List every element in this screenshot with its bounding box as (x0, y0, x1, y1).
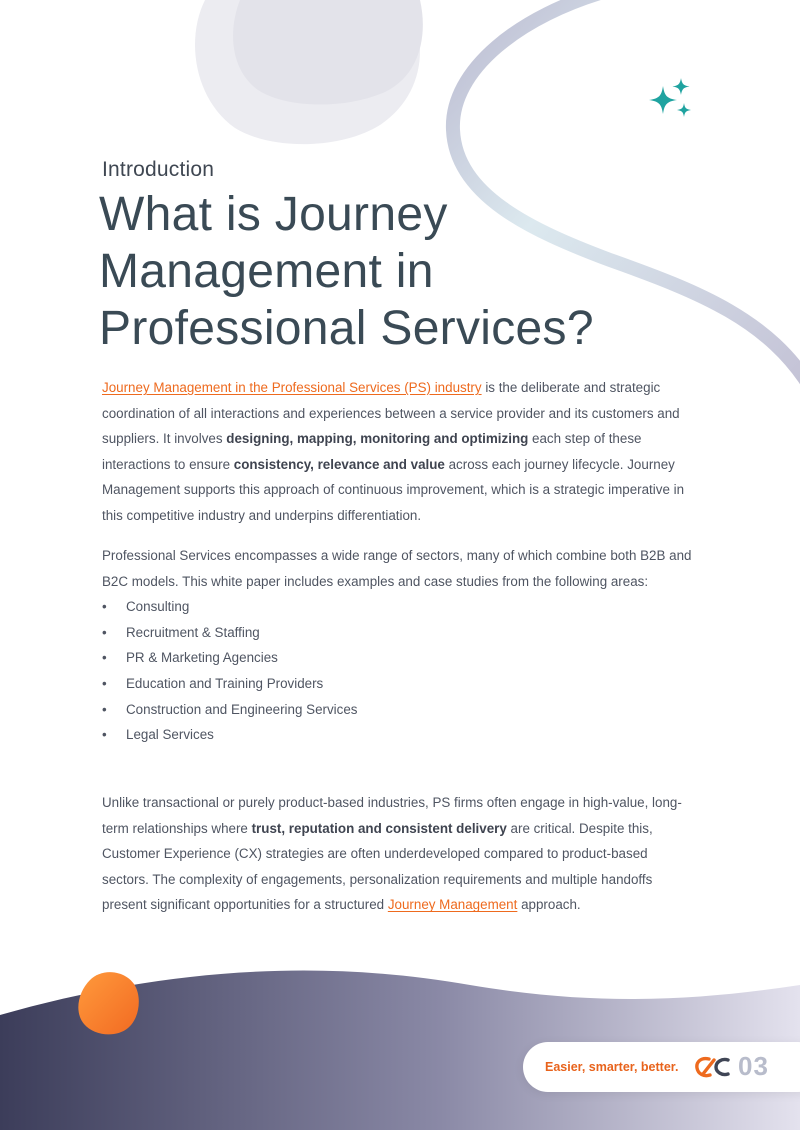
section-eyebrow: Introduction (102, 158, 215, 181)
bullet-icon: • (102, 599, 107, 615)
bullet-icon: • (102, 624, 107, 640)
list-item (102, 671, 692, 697)
title-line: Management in (99, 245, 434, 298)
page-title (99, 186, 699, 357)
brand-logo-icon (695, 1055, 731, 1079)
list-item (102, 697, 692, 723)
journey-management-link[interactable]: Journey Management (387, 897, 518, 913)
journey-management-ps-link[interactable]: Journey Management in the Professional Services (PS) industry (102, 380, 482, 395)
sparkle-icon (649, 78, 691, 117)
paragraph-text: is the deliberate and strategic coordination of all interactions and experiences between a service provider and its customers and suppliers. It involves (102, 380, 680, 447)
paragraph-text: approach. (517, 897, 581, 913)
sector-list (102, 594, 692, 748)
list-item (102, 620, 692, 646)
decorative-blobs (195, 0, 423, 144)
footer-badge (523, 1042, 800, 1092)
bullet-icon: • (102, 650, 107, 666)
bullet-icon: • (102, 727, 107, 743)
list-item-label: Recruitment & Staffing (126, 624, 260, 640)
list-item-label: Construction and Engineering Services (126, 701, 358, 717)
relationships-paragraph (102, 790, 692, 918)
sectors-paragraph (102, 543, 692, 748)
title-line: What is Journey (99, 188, 448, 241)
bold-phrase: consistency, relevance and value (233, 456, 445, 472)
bullet-icon: • (102, 675, 107, 691)
list-item-label: Education and Training Providers (126, 675, 324, 691)
bold-phrase: designing, mapping, monitoring and optimizing (226, 431, 529, 447)
title-line: Professional Services? (99, 302, 594, 355)
list-item (102, 594, 692, 620)
paragraph-text: Professional Services encompasses a wide range of sectors, many of which combine both B2B and B2C models. This white paper includes examples and case studies from the following areas: (102, 548, 692, 589)
paragraph-text: are critical. Despite this, Customer Experience (CX) strategies are often underdeveloped compared to product-based sectors. The complexity of engagements, personalization requirements and multiple handoffs present significant opportunities for a structured (102, 820, 653, 913)
footer-tagline: Easier, smarter, better. (545, 1060, 679, 1074)
decorative-orange-blob (78, 972, 138, 1034)
paragraph-text: across each journey lifecycle. Journey Management supports this approach of continuous improvement, which is a strategic imperative in this competitive industry and underpins differentiation. (102, 456, 685, 523)
list-item-label: PR & Marketing Agencies (126, 650, 278, 666)
bullet-icon: • (102, 701, 107, 717)
paragraph-text: each step of these interactions to ensure (102, 431, 642, 472)
list-item (102, 722, 692, 748)
list-item-label: Consulting (126, 599, 190, 615)
intro-paragraph (102, 375, 692, 529)
list-item (102, 645, 692, 671)
paragraph-text: Unlike transactional or purely product-based industries, PS firms often engage in high-value, long-term relationships where (102, 795, 682, 836)
list-item-label: Legal Services (126, 727, 214, 743)
bold-phrase: trust, reputation and consistent delivery (251, 820, 507, 836)
page-number: 03 (738, 1051, 769, 1081)
